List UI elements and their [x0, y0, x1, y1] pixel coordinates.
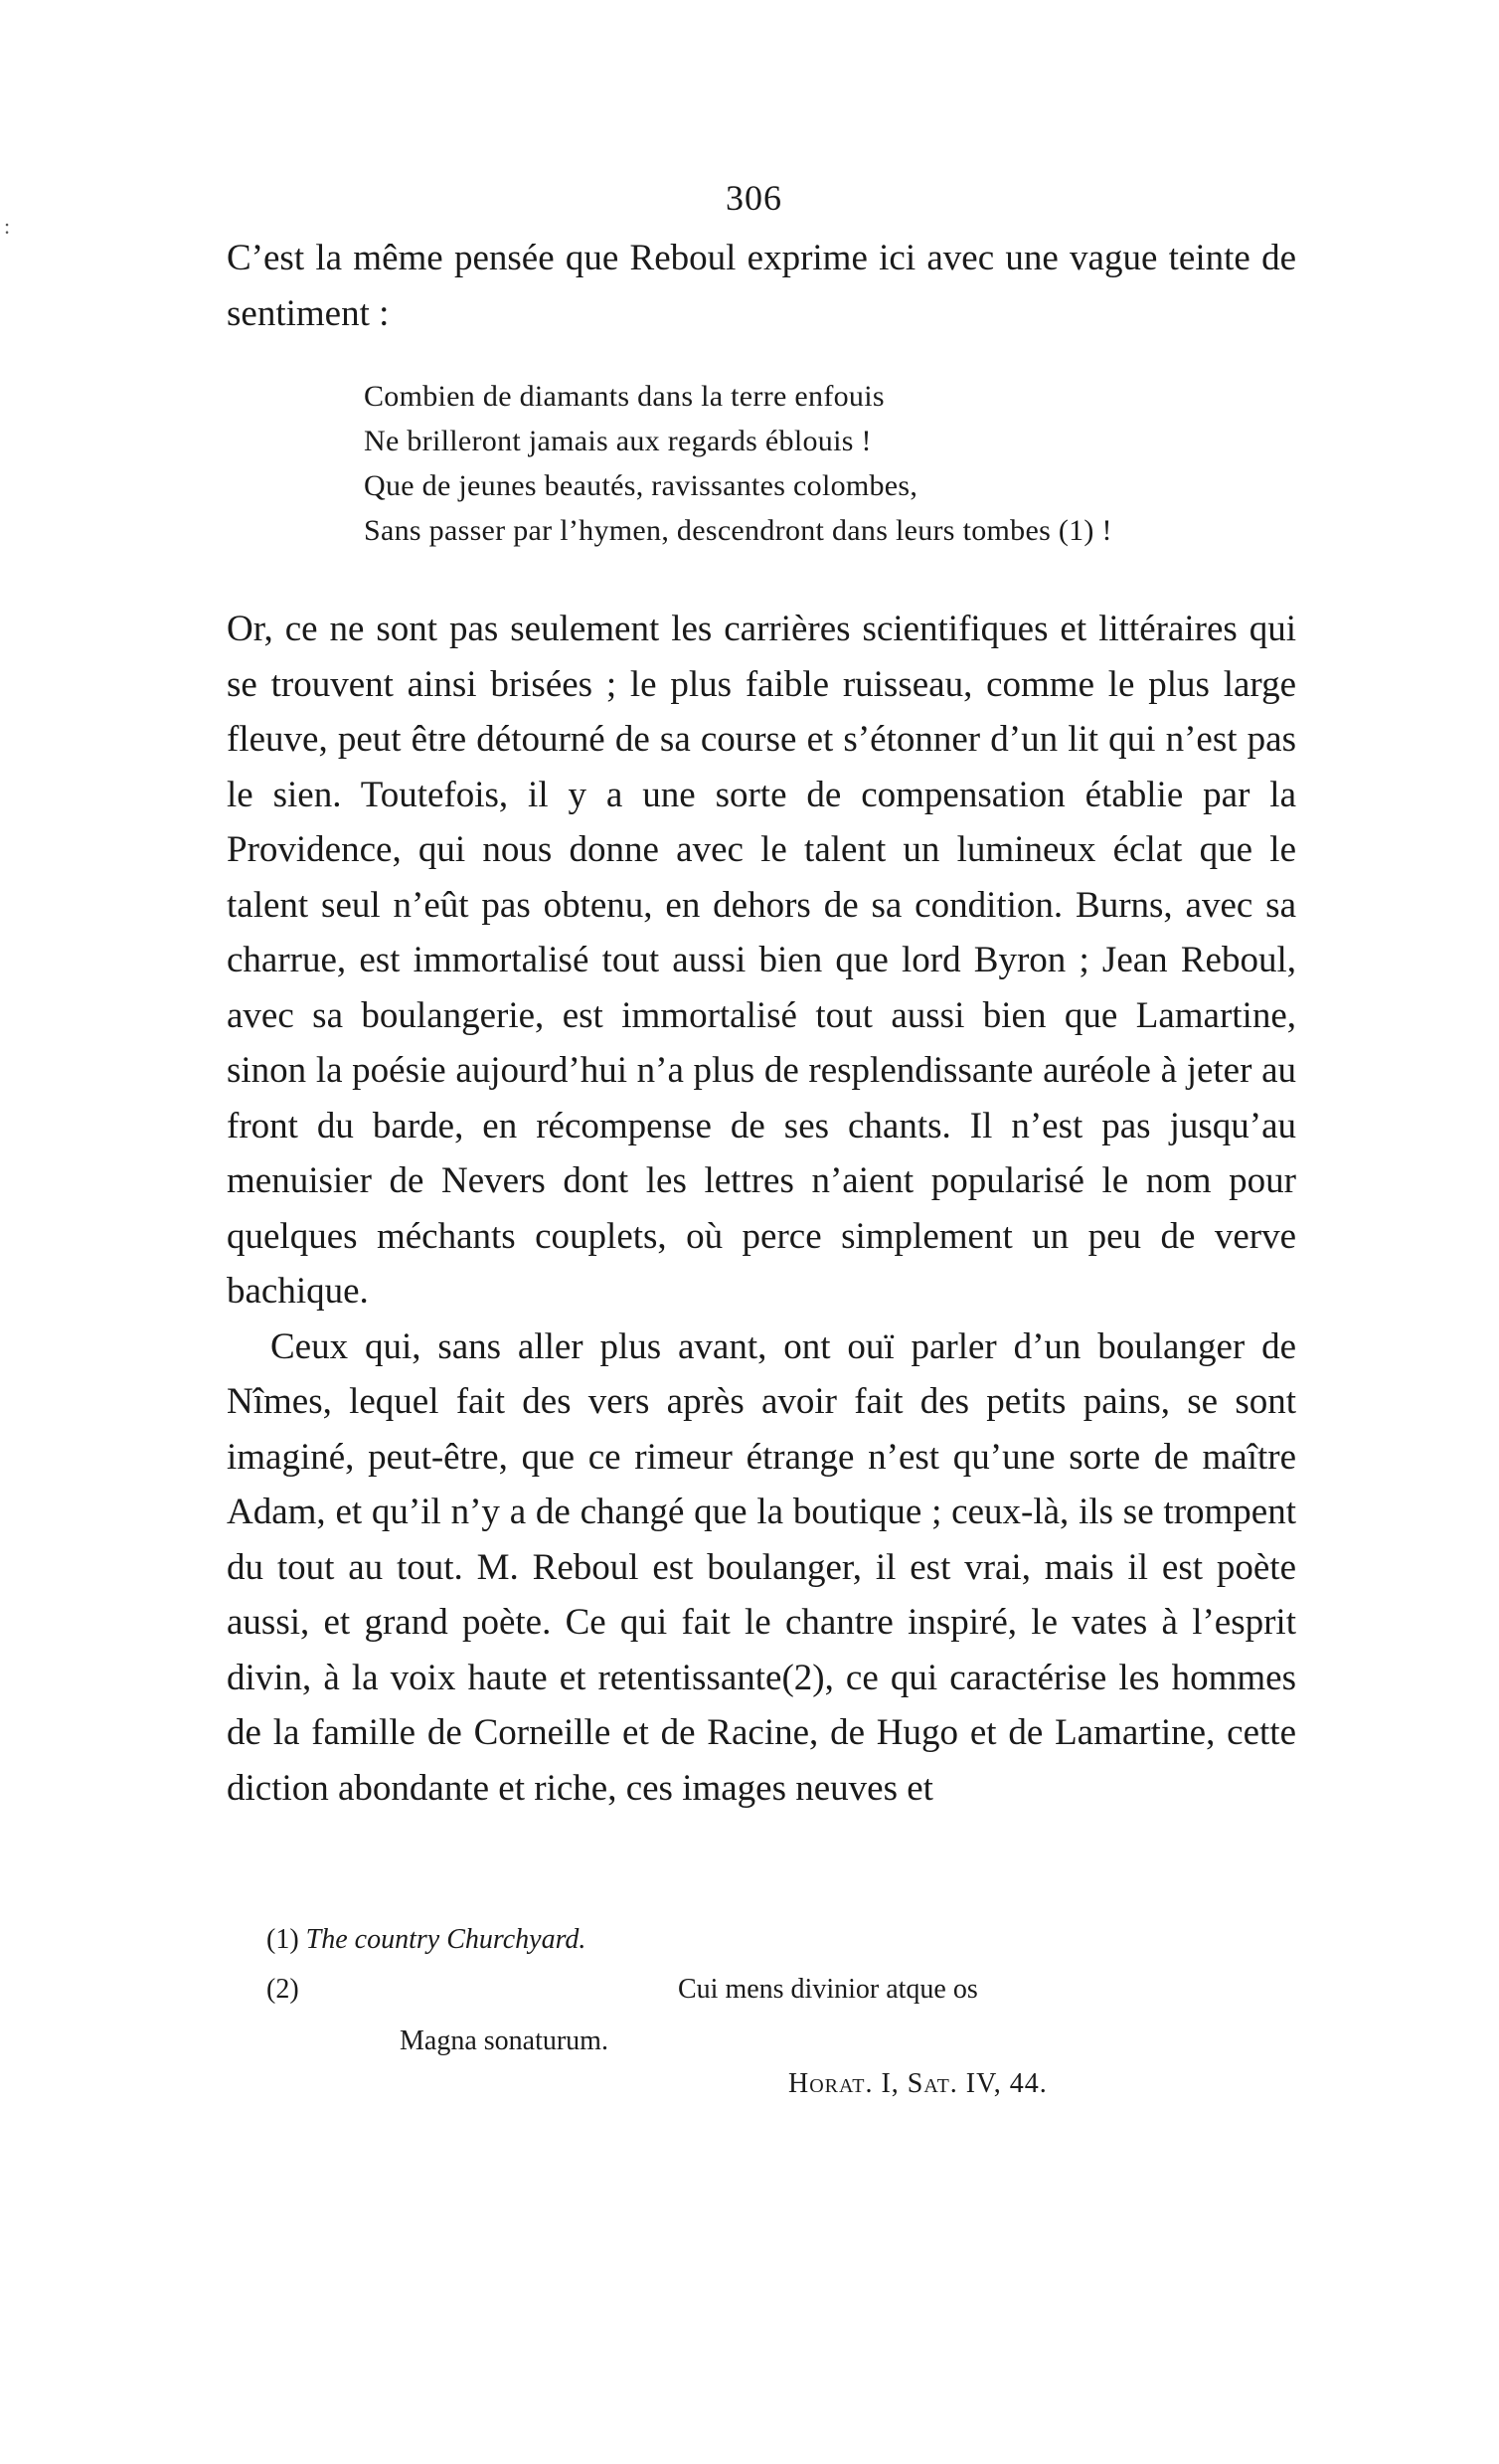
body-text: [227, 602, 1296, 1816]
verse-line: Que de jeunes beautés, ravissantes colombes,: [364, 469, 918, 502]
footnote-2-marker: (2): [266, 1974, 299, 2005]
verse-line: Sans passer par l’hymen, descendront dans leurs tombes (1) !: [364, 514, 1112, 547]
paragraph: Or, ce ne sont pas seulement les carrières scientifiques et littéraires qui se trouvent ainsi brisées ; le plus faible ruisseau, comme le plus large fleuve, peut être détourné de sa course et s’étonner d’un lit qui n’est pas le sien. Toutefois, il y a une sorte de compensation établie par la Providence, qui nous donne avec le talent un lumineux éclat que le talent seul n’eût pas obtenu, en dehors de sa condition. Burns, avec sa charrue, est immortalisé tout aussi bien que lord Byron ; Jean Reboul, avec sa boulangerie, est immortalisé tout aussi bien que Lamartine, sinon la poésie aujourd’hui n’a plus de resplendissante auréole à jeter au front du barde, en récompense de ses chants. Il n’est pas jusqu’au menuisier de Nevers dont les lettres n’aient popularisé le nom pour quelques méchants couplets, où perce simplement un peu de verve bachique.: [227, 609, 1296, 1312]
page-number: 306: [726, 178, 782, 218]
footnote-1: [266, 1919, 585, 1961]
footnote-1-marker: (1): [266, 1924, 299, 1955]
verse-quotation: [364, 374, 1112, 553]
verse-line: Ne brilleront jamais aux regards éblouis !: [364, 425, 872, 457]
verse-line: Combien de diamants dans la terre enfouis: [364, 380, 885, 413]
paragraph: Ceux qui, sans aller plus avant, ont ouï parler d’un boulanger de Nîmes, lequel fait des vers après avoir fait des petits pains, se sont imaginé, peut-être, que ce rimeur étrange n’est qu’une sorte de maître Adam, et qu’il n’y a de changé que la boutique ; ceux-là, ils se trompent du tout au tout. M. Reboul est boulanger, il est vrai, mais il est poète aussi, et grand poète. Ce qui fait le chantre inspiré, le vates à l’esprit divin, à la voix haute et retentissante(2), ce qui caractérise les hommes de la famille de Corneille et de Racine, de Hugo et de Lamartine, cette diction abondante et riche, ces images neuves et: [227, 1325, 1296, 1809]
footnote-2-quote-line: Cui mens divinior atque os: [678, 1974, 978, 2005]
intro-paragraph: C’est la même pensée que Reboul exprime ici avec une vague teinte de sentiment :: [227, 238, 1296, 334]
margin-mark: :: [4, 214, 11, 239]
footnote-2-quote-line: Magna sonaturum.: [400, 2025, 608, 2056]
footnote-2-source: Horat. I, Sat. IV, 44.: [788, 2068, 1048, 2099]
footnote-1-title: The country Churchyard.: [305, 1924, 586, 1955]
